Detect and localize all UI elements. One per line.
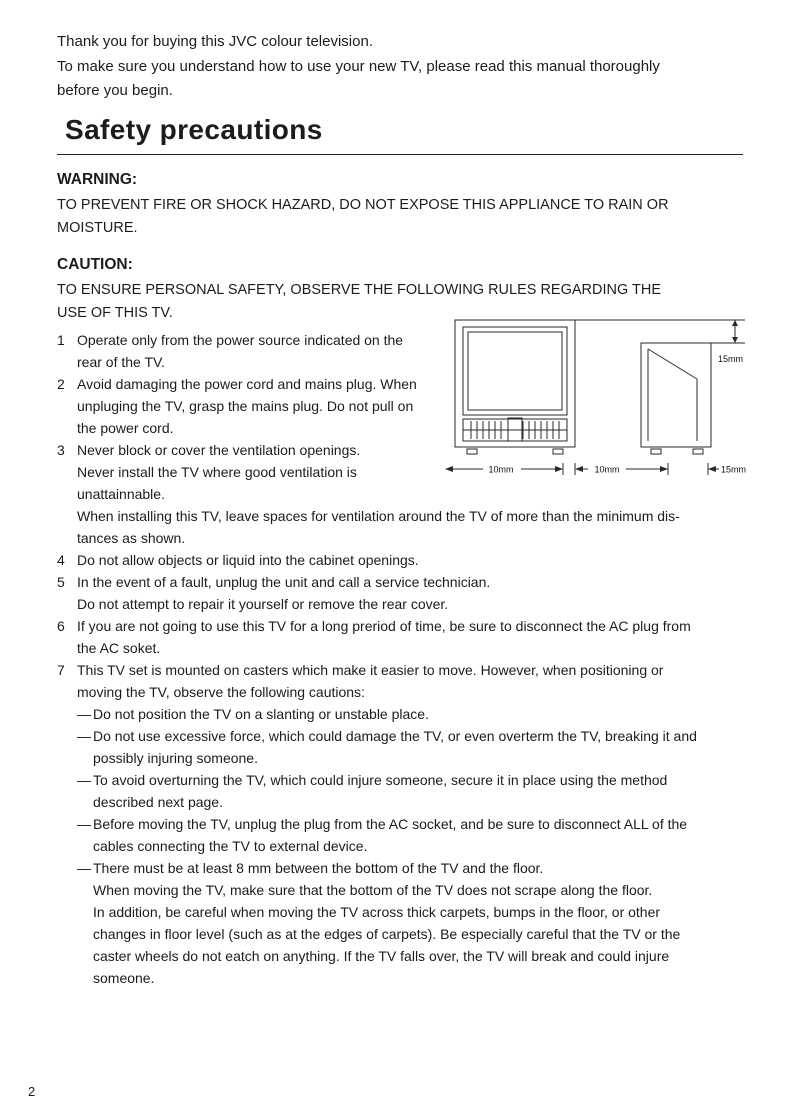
warning-text [57, 194, 743, 240]
rule-body [77, 659, 743, 989]
rule-number: 4 [57, 551, 65, 568]
rule-subitem-line: possibly injuring someone. [93, 749, 258, 766]
dash-bullet: — [77, 815, 91, 832]
rule-subitem [77, 703, 743, 725]
rule-line: Do not allow objects or liquid into the cabinet openings. [77, 551, 419, 568]
rule-subitem-continuation-line: changes in floor level (such as at the edges of carpets). Be especially careful that the TV or the [93, 925, 681, 942]
rule-subitem-line: Do not use excessive force, which could damage the TV, or even overterm the TV, breaking it and [93, 727, 697, 744]
rule-number: 5 [57, 573, 65, 590]
rule-body [77, 615, 743, 659]
rule-line: unpluging the TV, grasp the mains plug. Do not pull on [77, 397, 414, 414]
rule-line: Avoid damaging the power cord and mains plug. When [77, 375, 417, 392]
caution-line: USE OF THIS TV. [57, 304, 173, 321]
dim-label-bottom-right: 15mm [721, 464, 747, 474]
rule-subitem-line: cables connecting the TV to external device. [93, 837, 368, 854]
rule-line: unattainnable. [77, 485, 165, 502]
rule-subitem-continuation-line: When moving the TV, make sure that the bottom of the TV does not scrape along the floor. [93, 881, 653, 898]
rule-number: 2 [57, 375, 65, 392]
caution-label: CAUTION: [57, 255, 133, 273]
tv-front-view [455, 320, 575, 447]
rule-line: the power cord. [77, 419, 174, 436]
rule-subitem [77, 813, 743, 857]
rule-subitem-line: Do not position the TV on a slanting or unstable place. [93, 705, 429, 722]
dim-label-bottom-left: 10mm [488, 464, 514, 474]
dash-bullet: — [77, 771, 91, 788]
rule-item [57, 615, 743, 659]
rule-line: Never install the TV where good ventilation is [77, 463, 357, 480]
rule-item [57, 549, 743, 571]
rule-subitem-continuation-line: someone. [93, 969, 155, 986]
rule-subitem-line: described next page. [93, 793, 223, 810]
intro-line: Thank you for buying this JVC colour television. [57, 33, 373, 50]
rule-subitem-continuation-line: caster wheels do not eatch on anything. If the TV falls over, the TV will break and could injure [93, 947, 670, 964]
intro-paragraph [57, 30, 743, 104]
warning-line: MOISTURE. [57, 219, 138, 236]
rule-subitem-body [93, 725, 743, 769]
rule-number: 3 [57, 441, 65, 458]
rule-number: 6 [57, 617, 65, 634]
rule-subitem-line: To avoid overturning the TV, which could injure someone, secure it in place using the method [93, 771, 668, 788]
rule-subitem-line: Before moving the TV, unplug the plug from the AC socket, and be sure to disconnect ALL of the [93, 815, 688, 832]
rule-subitem-continuation-line: In addition, be careful when moving the TV across thick carpets, bumps in the floor, or other [93, 903, 661, 920]
rule-number: 7 [57, 661, 65, 678]
caution-line: TO ENSURE PERSONAL SAFETY, OBSERVE THE FOLLOWING RULES REGARDING THE [57, 281, 662, 298]
tv-clearance-drawing [445, 317, 747, 487]
rule-line: rear of the TV. [77, 353, 165, 370]
rule-item [57, 571, 743, 615]
rule-body [77, 571, 743, 615]
rule-body [77, 549, 743, 571]
rule-line: This TV set is mounted on casters which make it easier to move. However, when positioning or [77, 661, 664, 678]
dash-bullet: — [77, 705, 91, 722]
rule-subitem-body [93, 813, 743, 857]
dim-label-bottom-middle: 10mm [594, 464, 620, 474]
warning-label: WARNING: [57, 170, 138, 188]
page-number: 2 [28, 1084, 36, 1099]
rule-line: moving the TV, observe the following cautions: [77, 683, 365, 700]
rule-line: If you are not going to use this TV for a long preriod of time, be sure to disconnect the AC plug from [77, 617, 691, 634]
dash-bullet: — [77, 727, 91, 744]
rule-subitem-body [93, 703, 743, 725]
warning-line: TO PREVENT FIRE OR SHOCK HAZARD, DO NOT EXPOSE THIS APPLIANCE TO RAIN OR [57, 196, 669, 213]
rule-line: Never block or cover the ventilation openings. [77, 441, 361, 458]
rule-line: Do not attempt to repair it yourself or remove the rear cover. [77, 595, 449, 612]
rule-line: In the event of a fault, unplug the unit and call a service technician. [77, 573, 491, 590]
rule-line: Operate only from the power source indicated on the [77, 331, 404, 348]
rule-subitem [77, 769, 743, 813]
page-title: Safety precautions [57, 114, 743, 155]
rule-subitem [77, 725, 743, 769]
ventilation-clearance-diagram [445, 317, 747, 487]
rule-subitem [77, 857, 743, 879]
rule-subitem-body [93, 769, 743, 813]
rule-line: the AC soket. [77, 639, 161, 656]
rule-item [57, 659, 743, 989]
dim-label-top: 15mm [717, 353, 743, 364]
rule-continuation-line: When installing this TV, leave spaces for ventilation around the TV of more than the minimum dis- [77, 507, 680, 524]
rules-list [57, 329, 747, 989]
rule-number: 1 [57, 331, 65, 348]
intro-line: To make sure you understand how to use your new TV, please read this manual thoroughly [57, 57, 660, 75]
dash-bullet: — [77, 859, 91, 876]
tv-side-view [641, 343, 711, 447]
rule-subitem-body [93, 857, 743, 879]
rule-subitem-line: There must be at least 8 mm between the bottom of the TV and the floor. [93, 859, 544, 876]
intro-line: before you begin. [57, 82, 173, 99]
rule-continuation-line: tances as shown. [77, 529, 186, 546]
